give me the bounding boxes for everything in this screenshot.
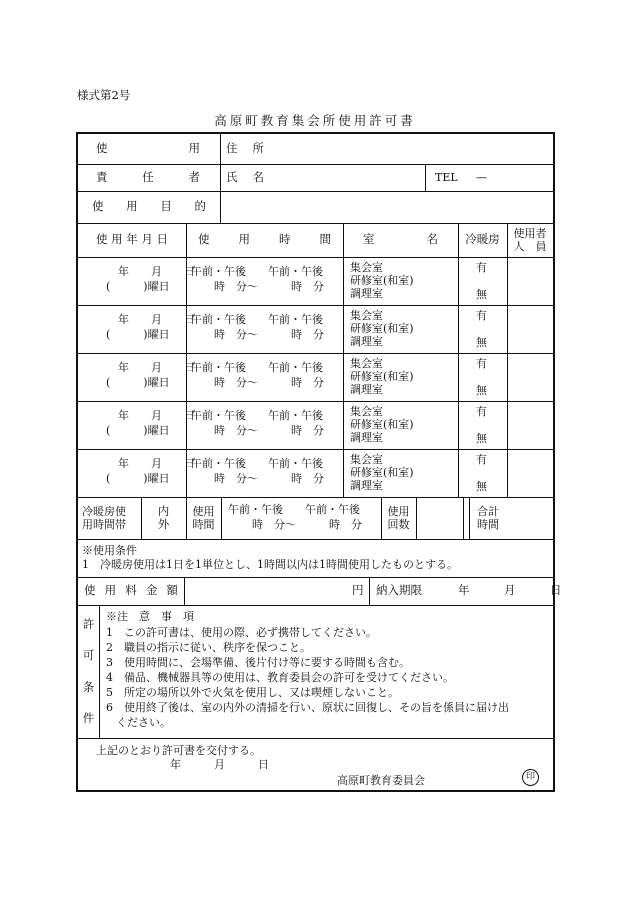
note-item-2: 2 職員の指示に従い、秩序を保つこと。	[106, 641, 311, 654]
conditions-title: ※使用条件	[82, 544, 137, 557]
note-item-1: 1 この許可書は、使用の際、必ず携帯してください。	[106, 626, 377, 639]
row-room-kitchen: 調理室	[350, 431, 383, 444]
row-date: 年 月 日	[118, 361, 195, 374]
seal-mark: 印	[522, 769, 539, 786]
row-weekday: ( )曜日	[106, 424, 170, 437]
row-room-kitchen: 調理室	[350, 287, 383, 300]
row-room-kitchen: 調理室	[350, 383, 383, 396]
row-room-hall: 集会室	[350, 357, 383, 370]
fee-yen: 円	[352, 583, 364, 598]
header-date: 使 用 年 月 日	[95, 232, 169, 247]
row-weekday: ( )曜日	[106, 328, 170, 341]
header-time: 使 用 時 間	[198, 232, 331, 247]
ac-inout: 内 外	[157, 504, 170, 531]
row-ac-yes: 有	[476, 405, 487, 418]
responsible-label: 責 任 者	[96, 169, 200, 184]
row-time-hm: 時 分～ 時 分	[214, 424, 324, 437]
row-room-kitchen: 調理室	[350, 479, 383, 492]
tel-label: TEL	[435, 170, 458, 184]
row-ac-no: 無	[476, 432, 487, 445]
note-item-5: 5 所定の場所以外で火気を使用し、又は喫煙しないこと。	[106, 686, 399, 699]
row-room-training: 研修室(和室)	[350, 322, 414, 335]
row-ac-yes: 有	[476, 309, 487, 322]
header-room: 室 名	[363, 232, 438, 247]
row-room-training: 研修室(和室)	[350, 466, 414, 479]
permit-side-label: 許 可 条 件	[82, 617, 95, 725]
row-time-hm: 時 分～ 時 分	[214, 280, 324, 293]
note-item-6: 6 使用終了後は、室の内外の清掃を行い、原状に回復し、その旨を係員に届け出	[106, 701, 509, 714]
row-room-training: 研修室(和室)	[350, 274, 414, 287]
row-date: 年 月 日	[118, 457, 195, 470]
row-time-ampm: 午前・午後 午前・午後	[191, 409, 323, 422]
note-item-3: 3 使用時間に、会場準備、後片付け等に要する時間も含む。	[106, 656, 410, 669]
row-time-ampm: 午前・午後 午前・午後	[191, 361, 323, 374]
issue-date: 年 月 日	[170, 758, 269, 771]
row-date: 年 月 日	[118, 265, 195, 278]
row-room-hall: 集会室	[350, 405, 383, 418]
header-users: 使用者 人 員	[513, 227, 547, 253]
ac-time-hm: 時 分～ 時 分	[252, 518, 362, 531]
row-room-hall: 集会室	[350, 261, 383, 274]
row-room-hall: 集会室	[350, 453, 383, 466]
issue-statement: 上記のとおり許可書を交付する。	[96, 744, 261, 757]
row-date: 年 月 日	[118, 409, 195, 422]
name-label: 氏 名	[226, 169, 264, 184]
header-ac: 冷暖房	[465, 232, 500, 247]
row-time-hm: 時 分～ 時 分	[214, 328, 324, 341]
row-room-training: 研修室(和室)	[350, 418, 414, 431]
user-label: 使 用	[96, 141, 200, 156]
fee-deadline-label: 納入期限	[376, 583, 422, 598]
issuer-name: 高原町教育委員会	[337, 774, 425, 787]
address-label: 住 所	[226, 141, 264, 156]
form-number: 様式第2号	[77, 88, 131, 102]
ac-time-ampm: 午前・午後 午前・午後	[228, 503, 360, 516]
note-item-6-cont: ください。	[116, 716, 171, 729]
row-room-kitchen: 調理室	[350, 335, 383, 348]
row-ac-no: 無	[476, 480, 487, 493]
row-ac-no: 無	[476, 336, 487, 349]
row-weekday: ( )曜日	[106, 472, 170, 485]
row-ac-yes: 有	[476, 453, 487, 466]
tel-dash: —	[476, 170, 487, 184]
row-time-ampm: 午前・午後 午前・午後	[191, 265, 323, 278]
row-time-ampm: 午前・午後 午前・午後	[191, 313, 323, 326]
row-ac-yes: 有	[476, 261, 487, 274]
note-item-4: 4 備品、機械器具等の使用は、教育委員会の許可を受けてください。	[106, 671, 454, 684]
row-ac-no: 無	[476, 288, 487, 301]
row-date: 年 月 日	[118, 313, 195, 326]
ac-total-label: 合計 時間	[477, 505, 499, 531]
ac-count-label: 使用 回数	[387, 505, 410, 531]
row-ac-no: 無	[476, 384, 487, 397]
row-time-hm: 時 分～ 時 分	[214, 376, 324, 389]
permit-form	[76, 132, 562, 792]
row-ac-yes: 有	[476, 357, 487, 370]
fee-deadline-date: 年 月 日	[458, 583, 562, 598]
purpose-label: 使 用 目 的	[92, 199, 206, 214]
row-time-ampm: 午前・午後 午前・午後	[191, 457, 323, 470]
notes-heading: ※注 意 事 項	[106, 610, 194, 623]
ac-time-label: 冷暖房使 用時間帯	[82, 505, 126, 531]
conditions-item-1: 1 冷暖房使用は1日を1単位とし、1時間以内は1時間使用したものとする。	[82, 558, 458, 571]
document-title: 高原町教育集会所使用許可書	[214, 113, 416, 128]
fee-label: 使 用 料 金 額	[84, 583, 178, 598]
ac-usage-time-label: 使用 時間	[192, 505, 215, 531]
row-time-hm: 時 分～ 時 分	[214, 472, 324, 485]
row-weekday: ( )曜日	[106, 280, 170, 293]
row-weekday: ( )曜日	[106, 376, 170, 389]
row-room-training: 研修室(和室)	[350, 370, 414, 383]
row-room-hall: 集会室	[350, 309, 383, 322]
